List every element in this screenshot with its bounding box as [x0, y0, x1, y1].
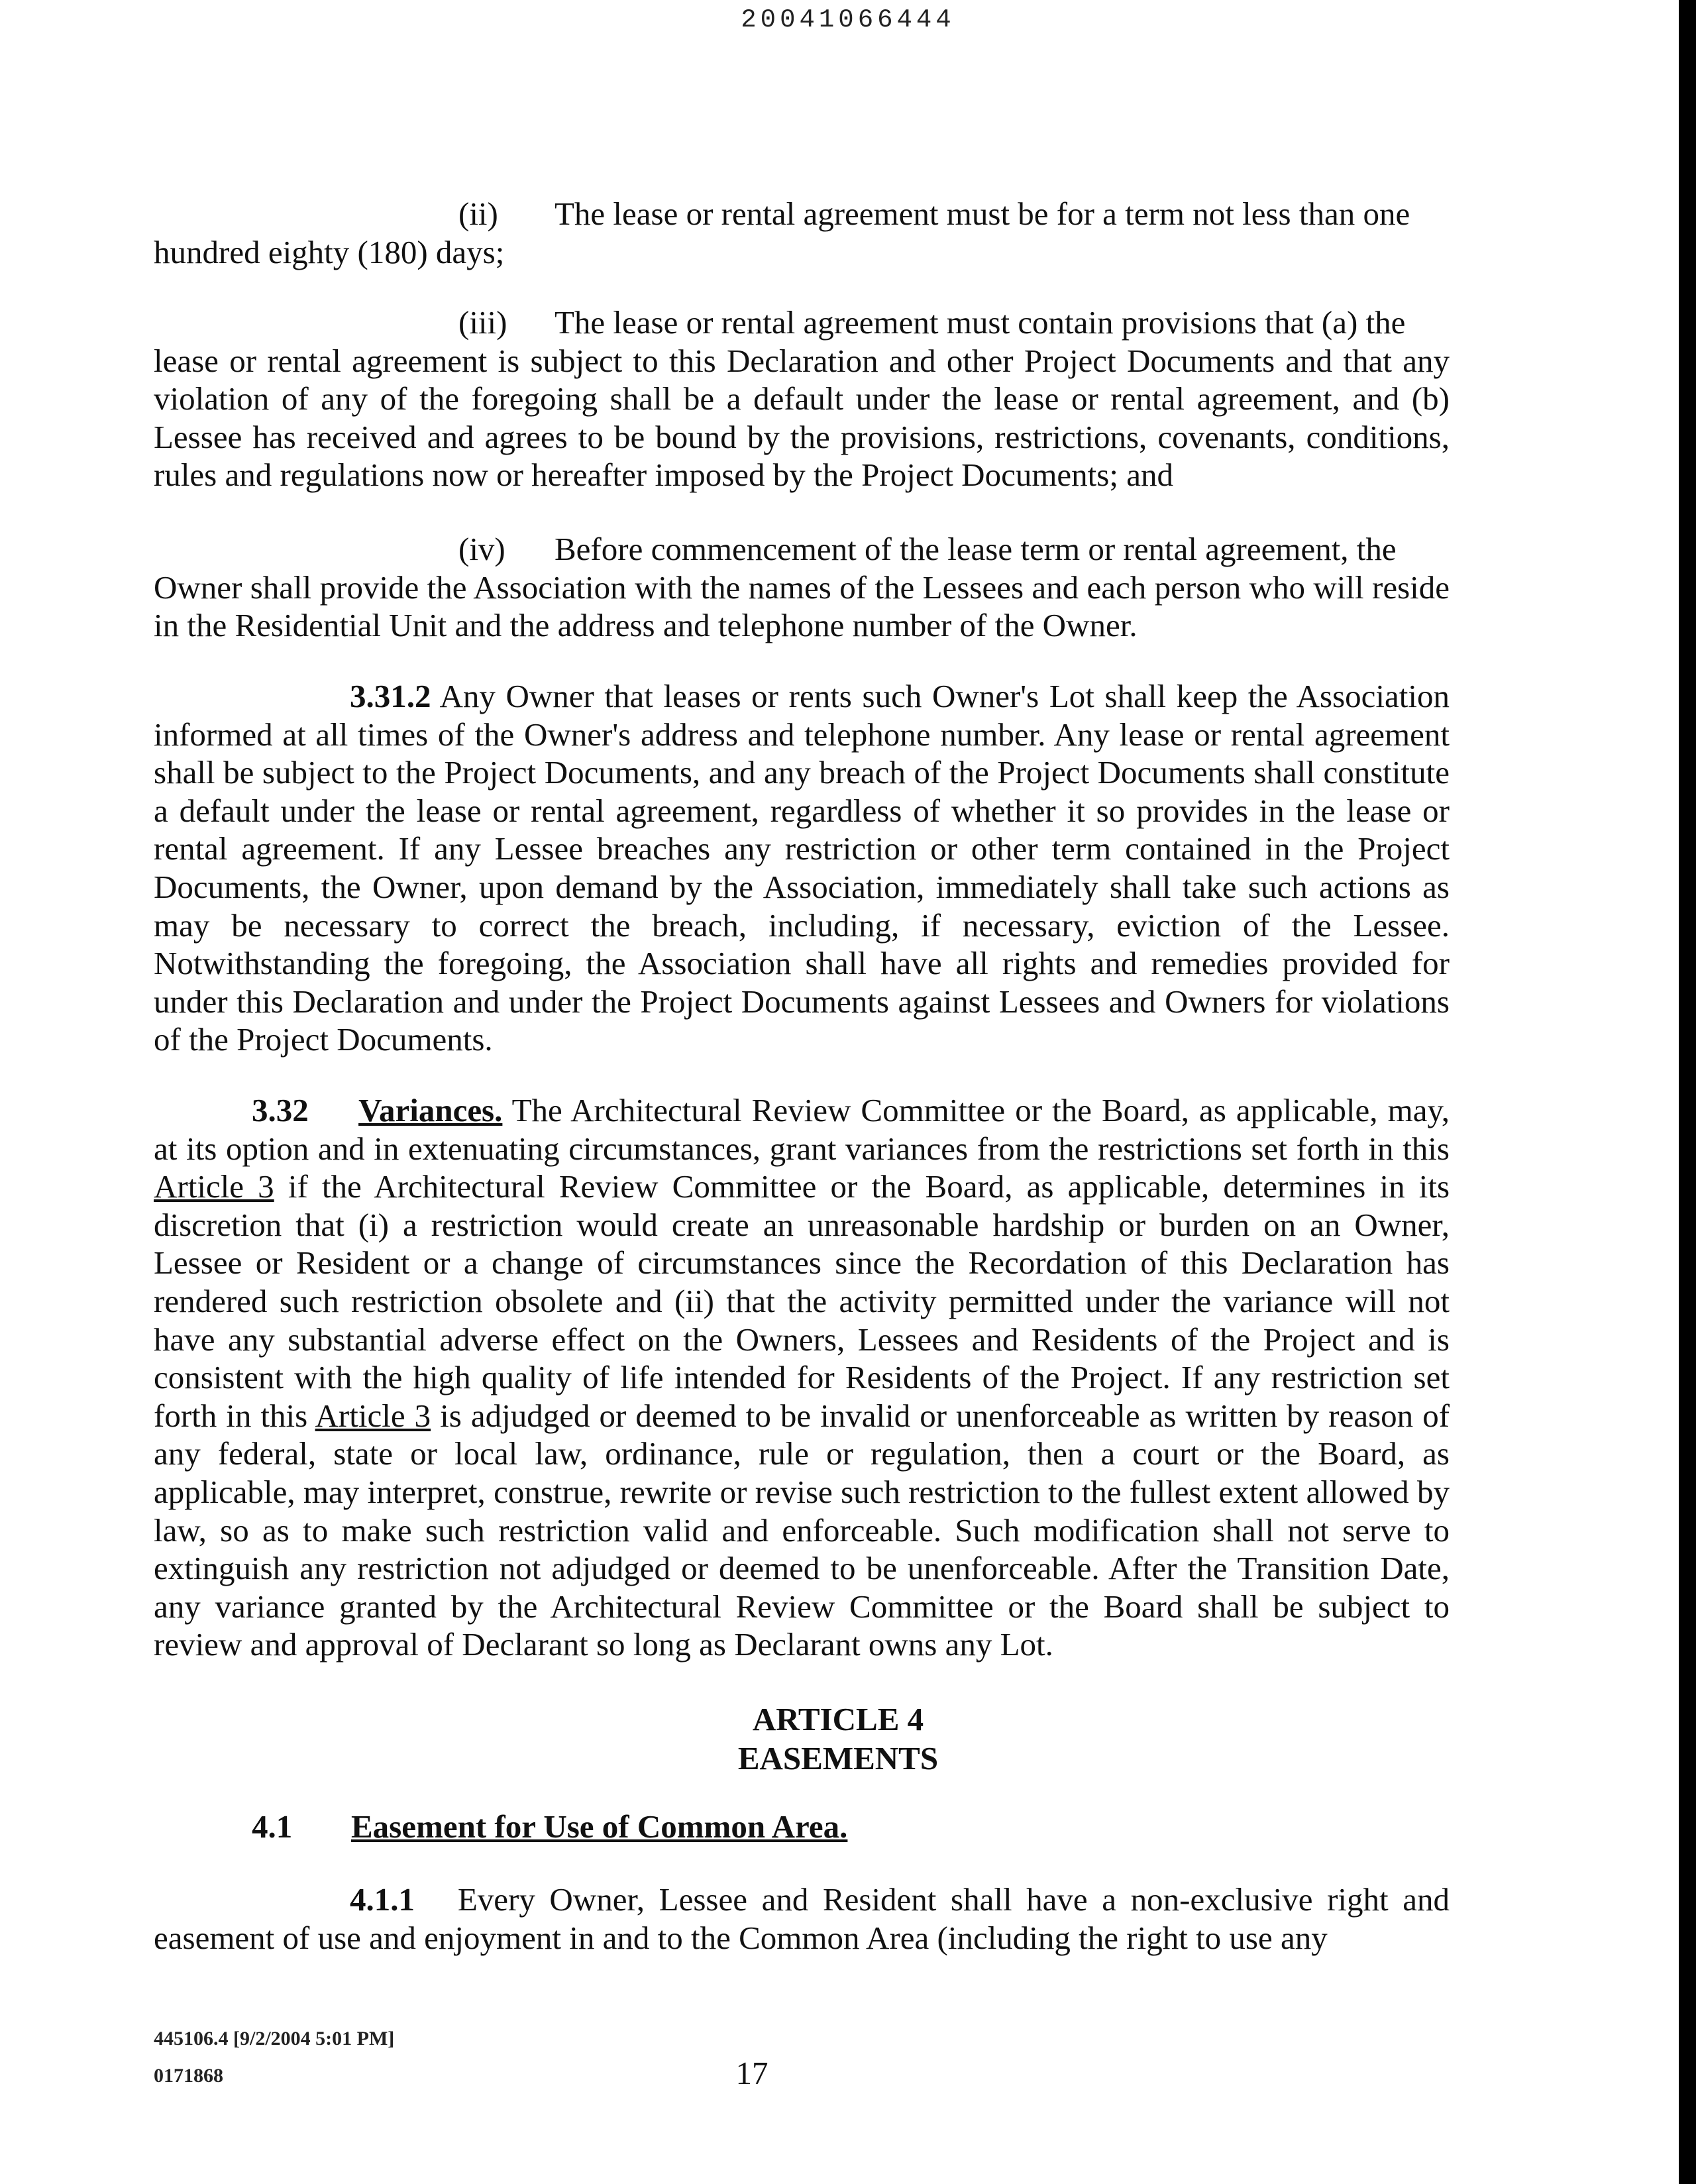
- clause-iii-text: lease or rental agreement is subject to this Declaration and other Project Documents and that any violation of any of the foregoing shall be a default under the lease or rental agreement, and (b) Lessee has received and agrees to be bound by the provisions, restrictions, covenants, conditions, rules and regulations now or hereafter imposed by the Project Documents; and: [154, 342, 1450, 494]
- clause-iv-text: Owner shall provide the Association with the names of the Lessees and each person who will reside in the Residential Unit and the address and telephone number of the Owner.: [154, 569, 1450, 644]
- footer-document-reference: 445106.4 [9/2/2004 5:01 PM]: [154, 2028, 395, 2049]
- section-3-31-2-number: 3.31.2: [350, 678, 431, 714]
- clause-iv-first-line: Before commencement of the lease term or rental agreement, the: [555, 531, 1397, 567]
- section-3-32: [154, 1091, 1450, 1664]
- section-4-1-1-text: Every Owner, Lessee and Resident shall have a non-exclusive right and easement of use and enjoyment in and to the Common Area (including the right to use any: [154, 1881, 1450, 1956]
- section-3-32-number: 3.32: [252, 1092, 309, 1128]
- page-number: 17: [735, 2055, 768, 2091]
- clause-ii: [154, 195, 1450, 271]
- article-3-reference[interactable]: Article 3: [154, 1168, 274, 1205]
- clause-iv-number: (iv): [458, 531, 505, 567]
- section-4-1-title: Easement for Use of Common Area.: [351, 1808, 848, 1845]
- scan-edge-border: [1679, 0, 1696, 2184]
- clause-iii-number: (iii): [458, 304, 507, 341]
- clause-ii-first-line: The lease or rental agreement must be for a term not less than one: [555, 195, 1410, 232]
- article-number: ARTICLE 4: [752, 1701, 924, 1737]
- clause-iv: [154, 530, 1450, 645]
- section-3-31-2: [154, 677, 1450, 1059]
- section-3-32-text-c: is adjudged or deemed to be invalid or unenforceable as written by reason of any federal, state or local law, ordinance, rule or regulation, then a court or the Board, as applicable, may interpret, construe, rewrite or revise such restriction to the fullest extent allowed by law, so as to make such restriction valid and enforceable. Such modification shall not serve to extinguish any restriction not adjudged or deemed to be unenforceable. After the Transition Date, any variance granted by the Architectural Review Committee or the Board shall be subject to review and approval of Declarant so long as Declarant owns any Lot.: [154, 1397, 1450, 1663]
- clause-iii: [154, 303, 1450, 494]
- clause-ii-text: hundred eighty (180) days;: [154, 233, 505, 270]
- section-4-1-number: 4.1: [252, 1808, 293, 1845]
- section-4-1-1-number: 4.1.1: [350, 1881, 415, 1918]
- clause-ii-number: (ii): [458, 195, 498, 232]
- section-3-32-text-b: if the Architectural Review Committee or the Board, as applicable, determines in its discretion that (i) a restriction would create an unreasonable hardship or burden on an Owner, Lessee or Resident or a change of circumstances since the Recordation of this Declaration has rendered such restriction obsolete and (ii) that the activity permitted under the variance will not have any substantial adverse effect on the Owners, Lessees and Residents of the Project and is consistent with the high quality of life intended for Residents of the Project. If any restriction set forth in this: [154, 1168, 1450, 1434]
- article-title: EASEMENTS: [737, 1740, 939, 1776]
- section-3-31-2-text: Any Owner that leases or rents such Owner's Lot shall keep the Association informed at all times of the Owner's address and telephone number. Any lease or rental agreement shall be subject to the Project Documents, and any breach of the Project Documents shall constitute a default under the lease or rental agreement, regardless of whether it so provides in the lease or rental agreement. If any Lessee breaches any restriction or other term contained in the Project Documents, the Owner, upon demand by the Association, immediately shall take such actions as may be necessary to correct the breach, including, if necessary, eviction of the Lessee. Notwithstanding the foregoing, the Association shall have all rights and remedies provided for under this Declaration and under the Project Documents against Lessees and Owners for violations of the Project Documents.: [154, 678, 1450, 1058]
- section-4-1-1: [154, 1881, 1450, 1957]
- article-3-reference[interactable]: Article 3: [315, 1397, 431, 1434]
- footer-client-number: 0171868: [154, 2065, 223, 2087]
- section-3-32-text-a: The Architectural Review Committee or the Board, as applicable, may, at its option and in extenuating circumstances, grant variances from the restrictions set forth in this: [154, 1092, 1450, 1167]
- clause-iii-first-line: The lease or rental agreement must contain provisions that (a) the: [555, 304, 1406, 341]
- document-number: 20041066444: [741, 5, 955, 34]
- section-3-32-title: Variances.: [358, 1092, 503, 1128]
